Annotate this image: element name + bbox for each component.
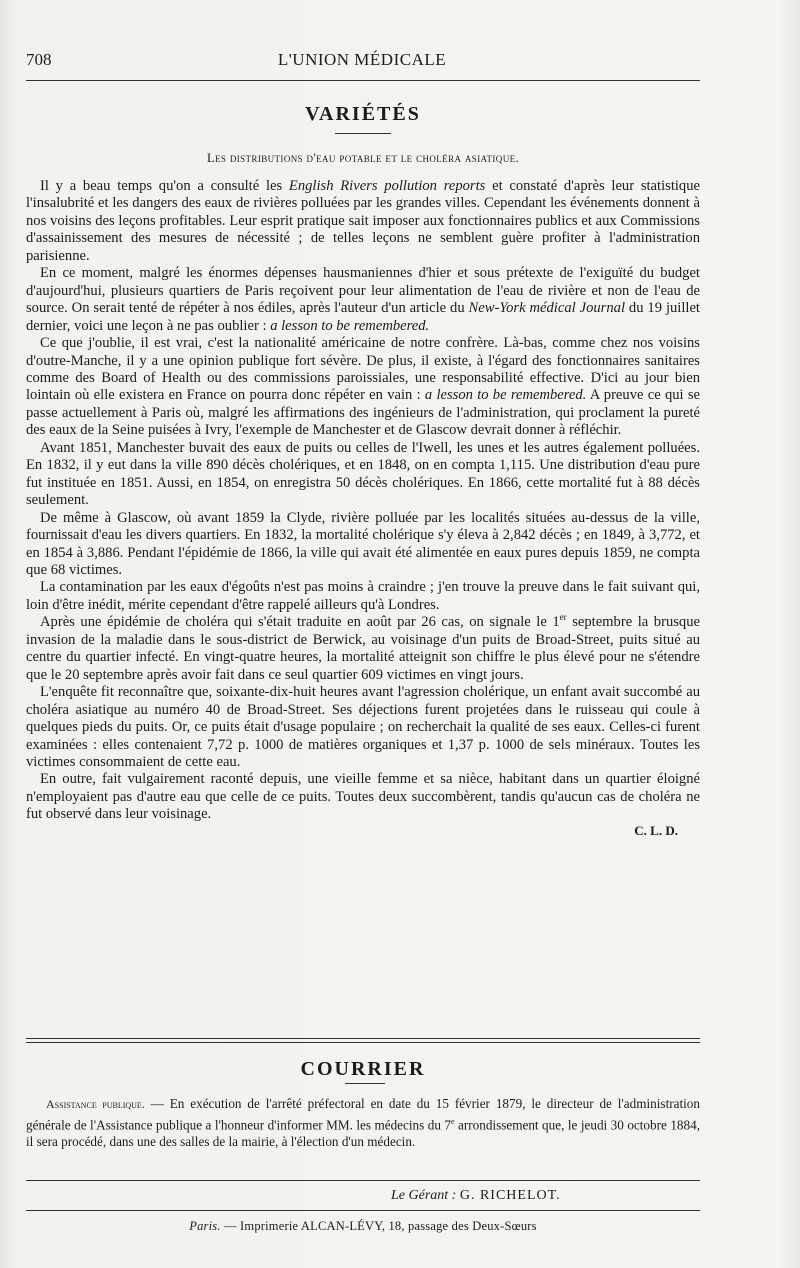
printer-line <box>26 1219 700 1234</box>
paragraph: En outre, fait vulgairement raconté depuis, une vieille femme et sa nièce, habitant dans un quartier éloigné n'employaient pas d'autre eau que celle de ce puits. Toutes deux succombèrent, tandis qu'aucun cas de choléra ne fut observé dans leur voisinage. <box>26 771 700 823</box>
footer-rule <box>26 1180 700 1181</box>
article-title: Les distributions d'eau potable et le choléra asiatique. <box>206 151 520 165</box>
title-underline <box>335 133 391 134</box>
printer-city: Paris. <box>189 1219 221 1233</box>
courrier-body <box>26 1095 700 1150</box>
paragraph: La contamination par les eaux d'égoûts n'est pas moins à craindre ; j'en trouve la preuve dans le fait suivant qui, loin d'être inédit, mérite cependant d'être rappelé ailleurs qu'à Londres. <box>26 579 700 613</box>
paragraph: Assistance publique. — En exécution de l'arrêté préfectoral en date du 15 février 1879, le directeur de l'administration générale de l'Assistance publique a l'honneur d'informer MM. les médecins du 7e arrondissement que, le jeudi 30 octobre 1884, il sera procédé, dans une des salles de la mairie, à l'élection d'un médecin. <box>26 1096 701 1150</box>
gerant-name: G. RICHELOT. <box>459 1188 561 1203</box>
page-number: 708 <box>26 50 52 69</box>
signature: C. L. D. <box>634 822 678 838</box>
paragraph: Il y a beau temps qu'on a consulté les English Rivers pollution reports et constaté d'après leur statistique l'insalubrité et les dangers des eaux de rivières polluées par les grandes villes. Cependant les événements donnent à nos voisins des leçons profitables. Leur esprit pratique sait imposer aux fonctionnaires publics et aux Commissions d'assainissement des mesures de nécessité ; de telles leçons ne semblent guère profiter à l'administration parisienne. <box>26 178 700 264</box>
printer-text: — Imprimerie ALCAN-LÉVY, 18, passage des Deux-Sœurs <box>224 1219 537 1233</box>
paragraph: Après une épidémie de choléra qui s'était traduite en août par 26 cas, on signale le 1er septembre la brusque invasion de la maladie dans le sous-district de Berwick, au voisinage d'un puits de Broad-Street, puits situé au centre du quartier infecté. En vingt-quatre heures, la mortalité atteignit son chiffre le plus élevé pour ne s'étendre que le 20 septembre après avoir fait dans ce seul quartier 609 victimes en vingt jours. <box>26 612 700 683</box>
article-body <box>26 178 700 839</box>
header-rule <box>26 80 700 81</box>
gerant-label: Le Gérant : <box>391 1188 457 1203</box>
running-head <box>26 50 698 72</box>
title-underline <box>345 1083 385 1084</box>
paragraph: Avant 1851, Manchester buvait des eaux de puits ou celles de l'Iwell, les unes et les autres également polluées. En 1832, il y eut dans la ville 890 décès cholériques, et en 1848, on en compta 1,115. Une distribution d'eau pure fut instituée en 1851. Aussi, en 1854, on enregistra 50 décès cholériques. En 1866, cette mortalité fut à 88 décès seulement. <box>26 439 700 509</box>
paragraph: Ce que j'oublie, il est vrai, c'est la nationalité américaine de notre confrère. Là-bas, comme chez nos voisins d'outre-Manche, il y a une opinion publique fort sévère. De plus, il existe, à l'égard des fonctionnaires sanitaires comme des Board of Health ou des commissions paroissiales, une responsabilité effective. D'ici au jour bien lointain où elle existera en France on pourra donc répéter en vain : a lesson to be remembered. A preuve ce qui se passe actuellement à Paris où, malgré les affirmations des ingénieurs de l'administration, qui proclament la pureté des eaux de la Seine puisées à Ivry, l'exemple de Manchester et de Glascow devrait donner à réfléchir. <box>26 335 701 439</box>
journal-title: L'UNION MÉDICALE <box>277 50 447 69</box>
paragraph: De même à Glascow, où avant 1859 la Clyde, rivière polluée par les localités situées au-dessus de la ville, fournissait d'eau les divers quartiers. En 1832, la mortalité cholérique s'y éleva à 2,842 décès ; en 1849, à 3,772, et en 1854 à 3,886. Pendant l'épidémie de 1866, la ville qui avait été alimentée en eaux pures depuis 1859, ne compta que 68 victimes. <box>26 509 700 578</box>
paragraph: En ce moment, malgré les énormes dépenses hausmaniennes d'hier et sous prétexte de l'exiguïté du budget d'aujourd'hui, plusieurs quartiers de Paris reçoivent pour leur alimentation de l'eau de rivière et non de l'eau de source. On serait tenté de répéter à nos édiles, après l'auteur d'un article du New-York médical Journal du 19 juillet dernier, voici une leçon à ne pas oublier : a lesson to be remembered. <box>26 265 700 334</box>
courrier-title: COURRIER <box>300 1058 426 1080</box>
varietes-title: VARIÉTÉS <box>305 103 421 125</box>
section-divider <box>26 1038 700 1043</box>
paragraph: L'enquête fit reconnaître que, soixante-dix-huit heures avant l'agression cholérique, un enfant avait succombé au choléra asiatique au numéro 40 de Broad-Street. Ses déjections furent projetées dans le ruisseau qui coule à quelques pieds du puits. Or, ce puits était d'usage populaire ; on recherchait la qualité de ses eaux. Celles-ci furent examinées : elles contenaient 7,72 p. 1000 de matières organiques et 1,37 p. 1000 de sels minéraux. Toutes les victimes consommaient de cette eau. <box>26 684 700 770</box>
footer-rule <box>26 1210 700 1211</box>
courrier-label: Assistance publique. <box>46 1097 145 1111</box>
